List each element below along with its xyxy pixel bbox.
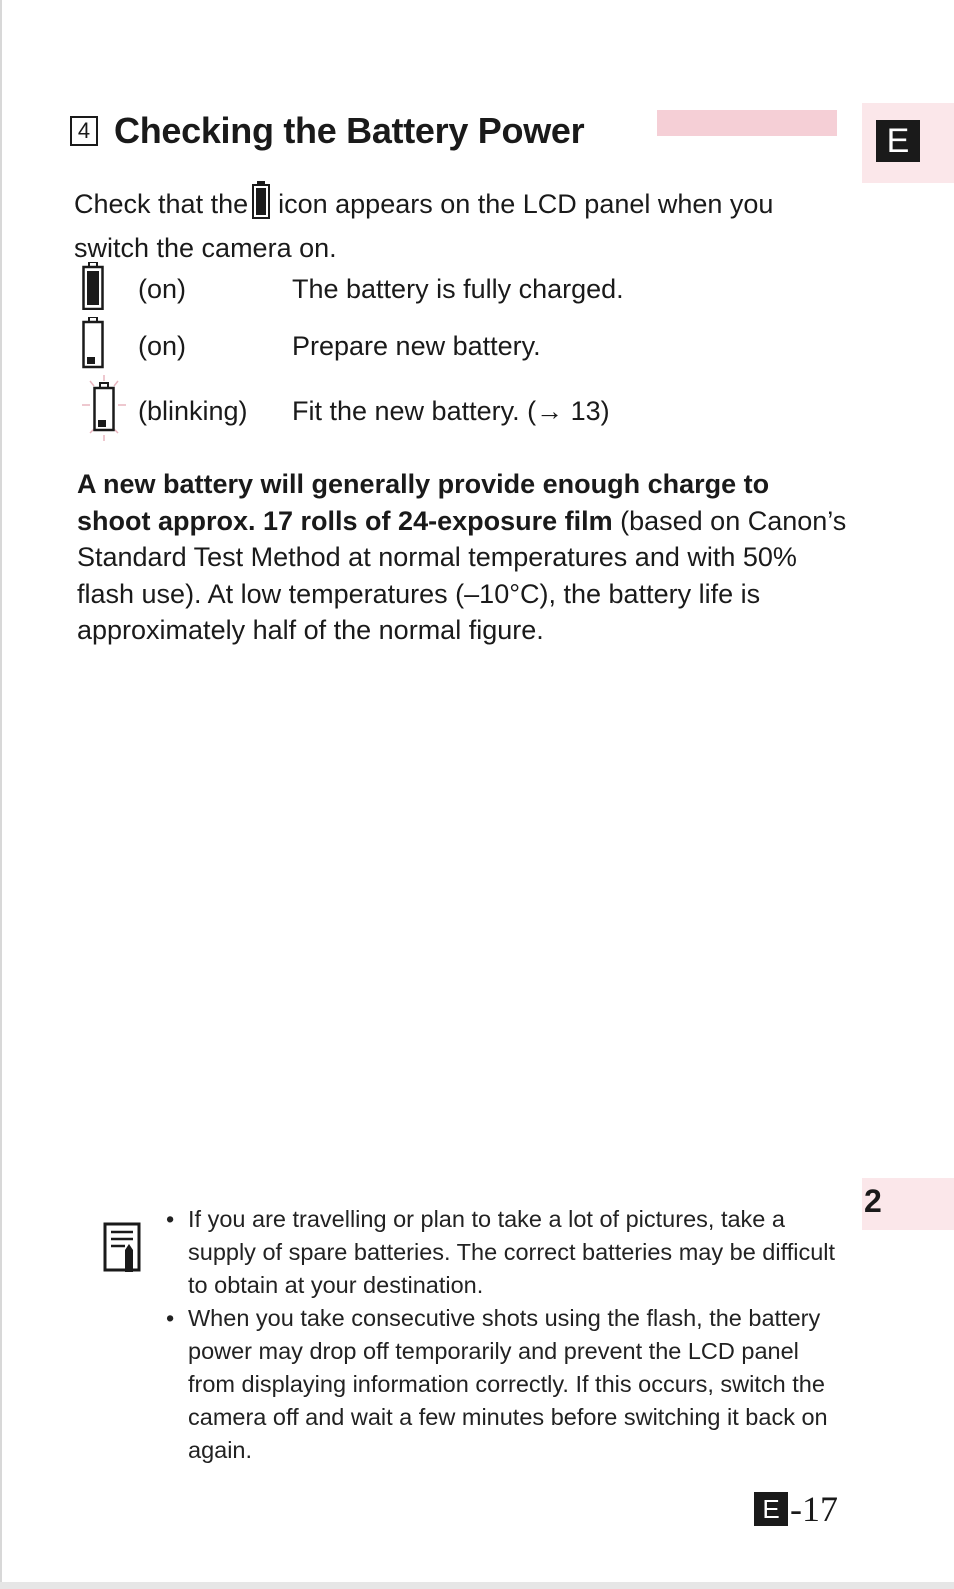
list-item xyxy=(166,1203,846,1302)
status-state: (blinking) xyxy=(138,395,248,426)
bullet: • xyxy=(166,1206,175,1232)
note-text: If you are travelling or plan to take a lot of pictures, take a supply of spare batteries. The correct batteries may be difficult to obtain at your destination. xyxy=(188,1206,836,1298)
status-row-blinking xyxy=(82,383,610,439)
note-text: When you take consecutive shots using the flash, the battery power may drop off temporarily and prevent the LCD panel from displaying information correctly. If this occurs, switch the camera off and wait a few minutes before switching it back on again. xyxy=(188,1305,828,1463)
page-number-prefix: E xyxy=(754,1492,788,1526)
status-row-full xyxy=(82,261,624,317)
status-desc: The battery is fully charged. xyxy=(292,273,624,304)
page-edge xyxy=(0,0,2,1589)
chapter-tab-label: 2 xyxy=(864,1183,882,1219)
section-heading xyxy=(70,108,584,154)
step-number: 4 xyxy=(70,116,98,146)
battery-low-blinking-icon xyxy=(82,375,126,448)
list-item xyxy=(166,1302,846,1467)
status-state: (on) xyxy=(138,273,187,304)
battery-life-normal: (based on Canon’s Standard Test Method at normal temperatures and with 50% flash use). At low temperatures (–10°C), the battery life is approximately half of the normal figure. xyxy=(77,505,847,645)
status-state: (on) xyxy=(138,330,187,361)
battery-full-icon xyxy=(252,181,270,229)
section-tab-label: E xyxy=(876,120,920,162)
battery-low-icon xyxy=(82,317,104,376)
battery-life-paragraph xyxy=(77,466,847,649)
page-number-value: -17 xyxy=(790,1489,838,1529)
battery-life-bold: A new battery will generally provide enough charge to shoot approx. 17 rolls of 24-exposure film xyxy=(77,469,770,536)
page-edge-bottom xyxy=(0,1582,954,1589)
status-row-low xyxy=(82,318,541,374)
intro-after: icon appears on the LCD panel when you switch the camera on. xyxy=(74,189,774,263)
bullet: • xyxy=(166,1305,175,1331)
battery-full-icon xyxy=(82,262,104,317)
notes-list xyxy=(166,1203,846,1467)
intro-text xyxy=(74,181,794,267)
page-number xyxy=(754,1488,838,1530)
status-desc: Fit the new battery. (→ 13) xyxy=(292,395,610,426)
intro-before: Check that the xyxy=(74,189,249,219)
status-desc: Prepare new battery. xyxy=(292,330,541,361)
heading-accent-bar xyxy=(657,110,837,136)
memo-icon xyxy=(103,1222,143,1279)
page-title: Checking the Battery Power xyxy=(114,110,585,151)
